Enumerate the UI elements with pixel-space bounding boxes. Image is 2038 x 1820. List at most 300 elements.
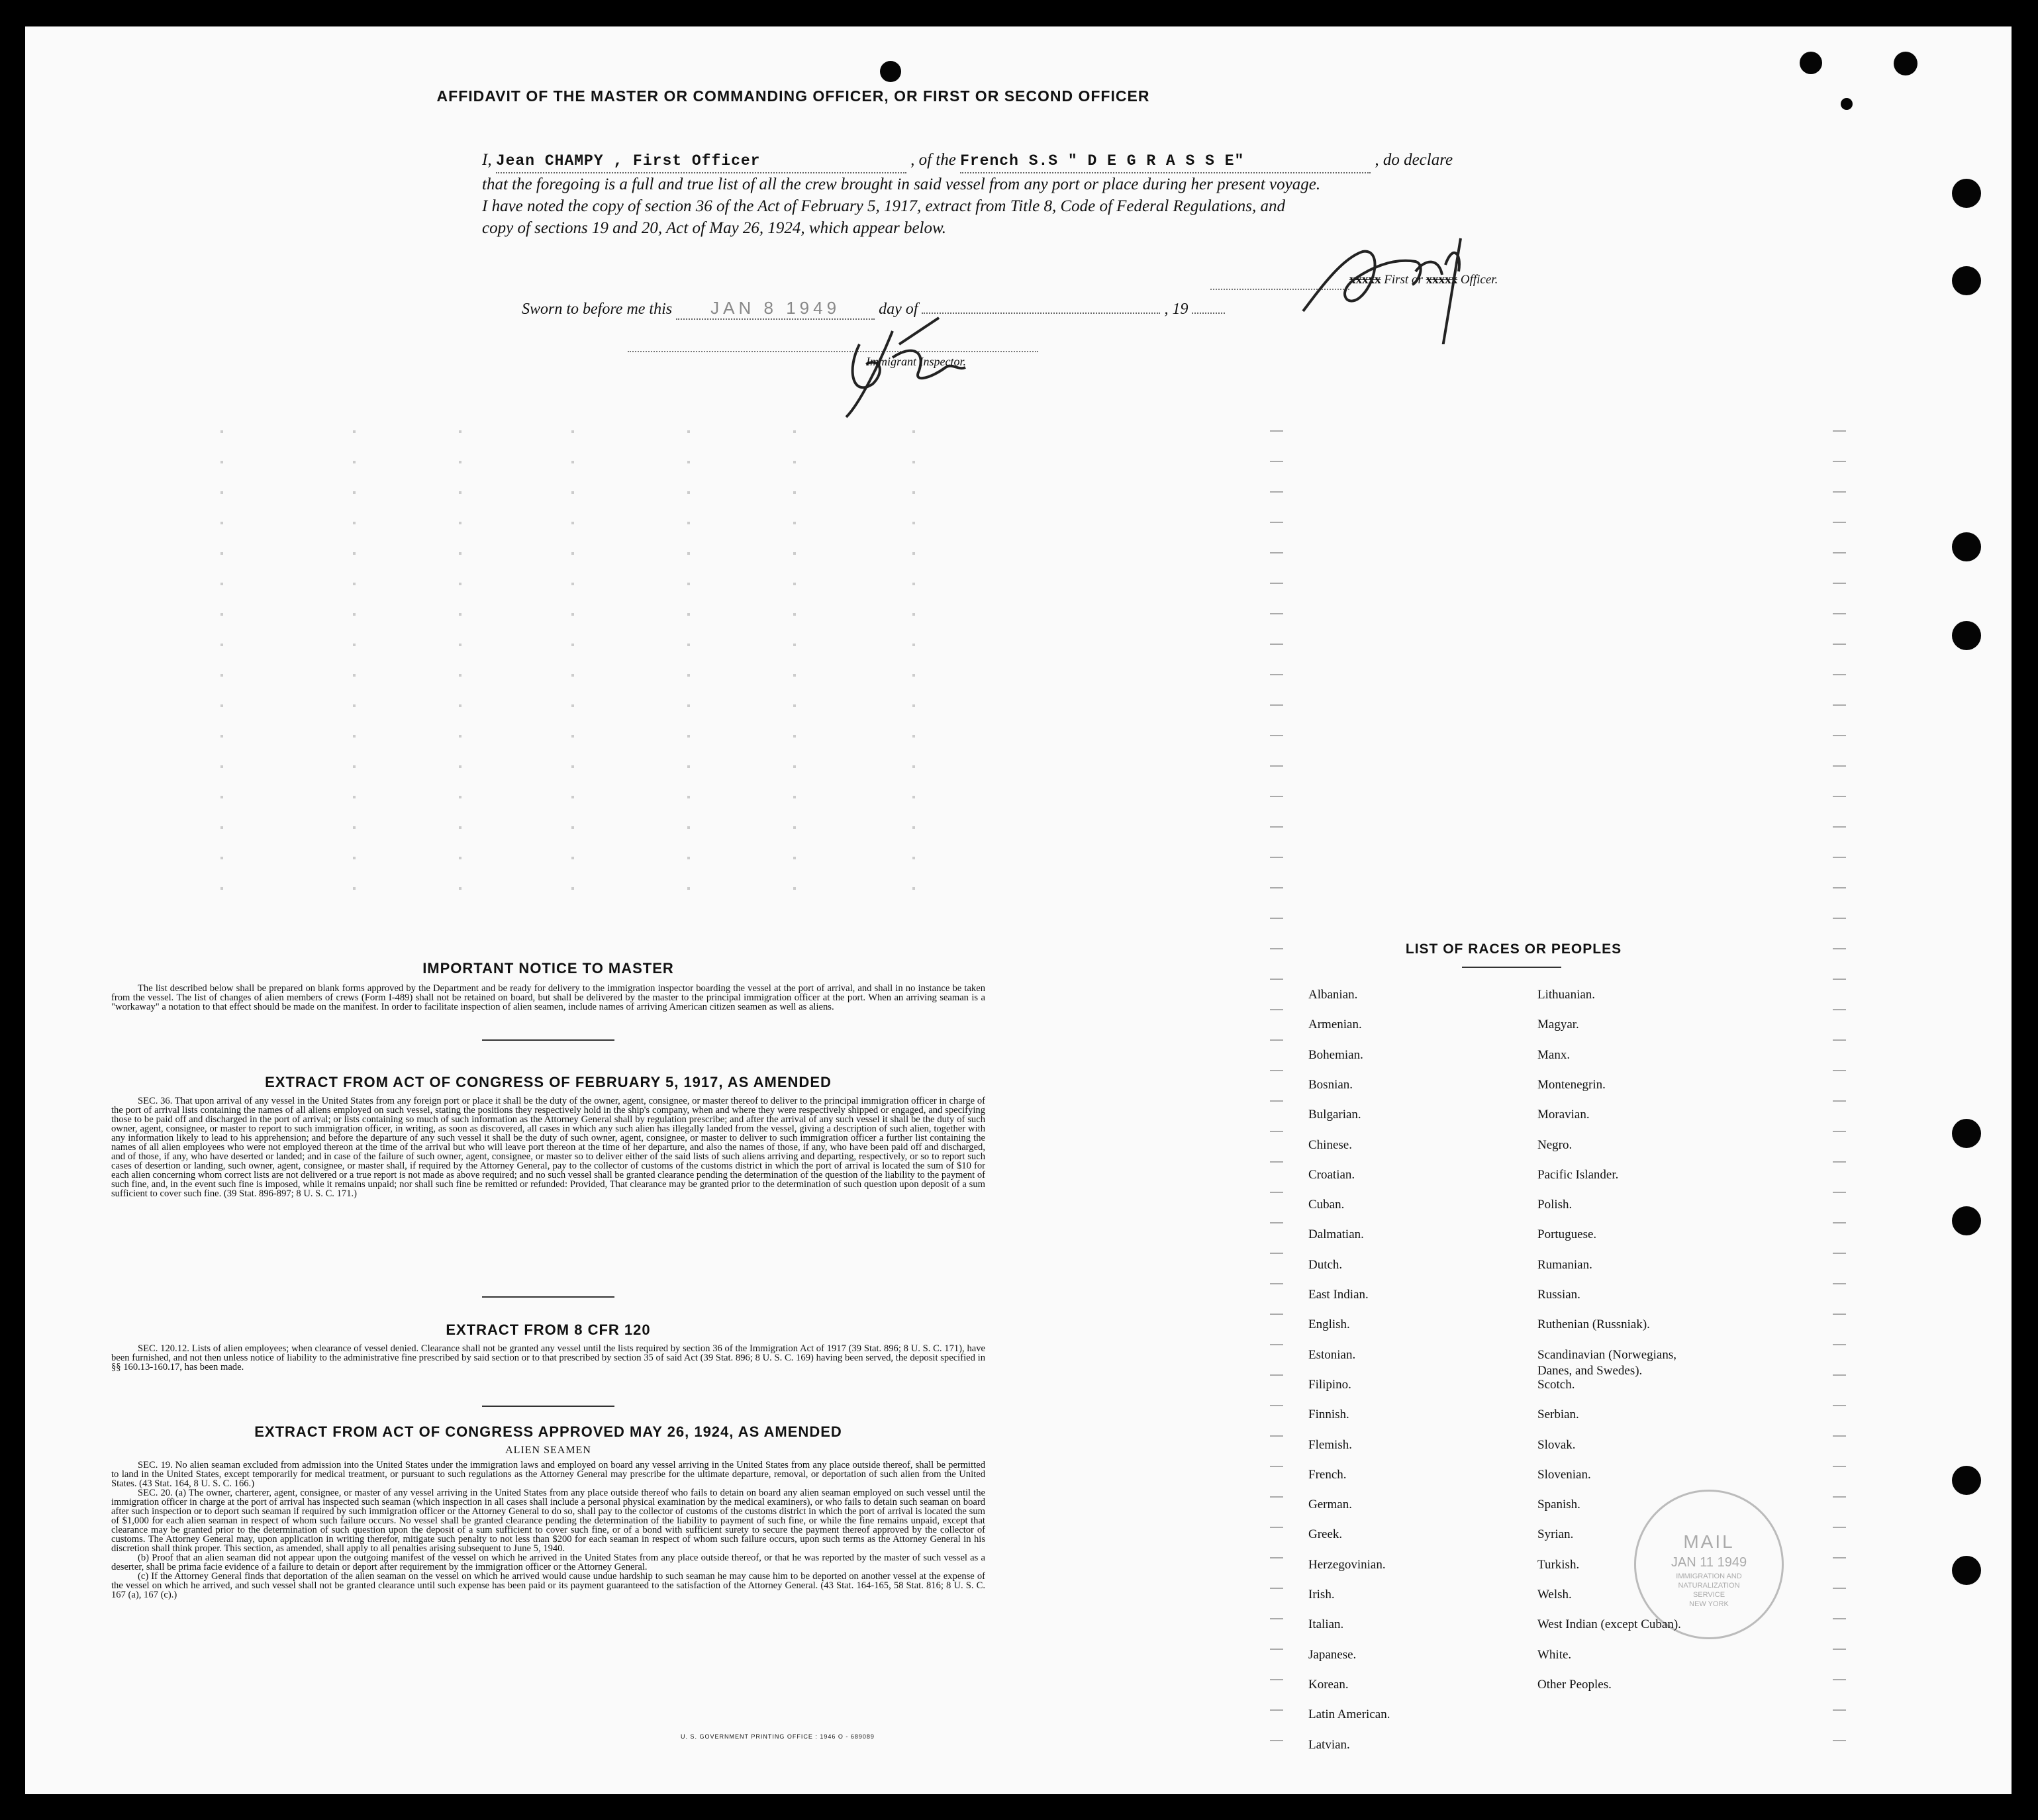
- column-dash: [1833, 704, 1846, 706]
- column-dash: [1833, 613, 1846, 614]
- column-tick: [793, 674, 796, 677]
- column-dash: [1270, 1679, 1283, 1680]
- column-tick: [793, 826, 796, 829]
- column-dash: [1833, 948, 1846, 949]
- column-dash: [1270, 1039, 1283, 1041]
- column-tick: [912, 704, 915, 707]
- column-dash: [1833, 1253, 1846, 1254]
- column-tick: [912, 644, 915, 646]
- column-dash: [1833, 1009, 1846, 1010]
- column-dash: [1833, 1283, 1846, 1284]
- column-dash: [1270, 918, 1283, 919]
- column-tick: [687, 735, 690, 738]
- race-item: French.: [1308, 1467, 1347, 1482]
- column-tick: [220, 522, 223, 524]
- column-tick: [353, 735, 356, 738]
- column-dash: [1270, 857, 1283, 858]
- race-item: English.: [1308, 1317, 1350, 1332]
- column-dash: [1833, 1588, 1846, 1589]
- column-tick: [793, 704, 796, 707]
- column-dash: [1833, 1192, 1846, 1193]
- column-tick: [912, 765, 915, 768]
- column-tick: [459, 826, 461, 829]
- column-tick: [793, 796, 796, 798]
- race-item: Estonian.: [1308, 1347, 1356, 1362]
- column-tick: [793, 857, 796, 859]
- race-item: Welsh.: [1537, 1588, 1572, 1602]
- column-tick: [220, 613, 223, 616]
- sec-20a-text: SEC. 20. (a) The owner, charterer, agent, consignee, or master of any vessel arriving in the United States from any place outside thereof who fails to detain on board any alien seaman employed on such vessel until the immigration officer in charge at the port of arrival has inspected such seaman (which inspection in all cases shall include a personal physical examination by the medical examiners), or who fails to detain such seaman on board after such inspection or to deport such seaman if required by such immigration officer or the Attorney General to do so, shall pay to the collector of customs of the customs district in which the port of arrival is located the sum of $1,000 for each alien seaman in respect of whom such failure occurs. No vessel shall be granted clearance pending the determination of the liability to payment of such fine, or while the fine remains unpaid, except that clearance may be granted prior to the determination of such question upon the deposit of a sum sufficient to cover such fine, or of a bond with sufficient surety to secure the payment thereof approved by the collector of customs. The Attorney General may, upon application in writing therefor, mitigate such penalty to not less than $200 for each seaman in respect of whom such failure occurs, upon such terms as the Attorney General in his discretion shall think proper. This section, as amended, shall apply to all penalties arising subsequent to June 5, 1940.: [111, 1488, 985, 1554]
- column-dash: [1833, 1100, 1846, 1102]
- punch-hole: [880, 61, 901, 82]
- column-dash: [1270, 1314, 1283, 1315]
- column-tick: [912, 887, 915, 890]
- column-dash: [1270, 613, 1283, 614]
- column-tick: [459, 583, 461, 585]
- column-dash: [1833, 583, 1846, 584]
- column-dash: [1833, 1557, 1846, 1558]
- column-dash: [1270, 735, 1283, 736]
- column-tick: [353, 826, 356, 829]
- divider: [482, 1039, 614, 1041]
- column-dash: [1270, 887, 1283, 888]
- race-item: Greek.: [1308, 1527, 1343, 1542]
- race-item: German.: [1308, 1498, 1352, 1512]
- column-dash: [1833, 1344, 1846, 1345]
- column-tick: [571, 613, 574, 616]
- column-tick: [571, 887, 574, 890]
- inspector-label: Immigrant Inspector.: [866, 355, 966, 368]
- punch-hole: [1841, 98, 1853, 110]
- column-tick: [571, 583, 574, 585]
- divider: [482, 1296, 614, 1298]
- officer-label: First or: [1384, 273, 1423, 287]
- column-dash: [1270, 1709, 1283, 1711]
- column-tick: [571, 796, 574, 798]
- column-tick: [571, 522, 574, 524]
- column-dash: [1833, 918, 1846, 919]
- punch-hole: [1952, 1556, 1981, 1585]
- column-tick: [687, 552, 690, 555]
- race-item: Chinese.: [1308, 1137, 1352, 1152]
- sec-20b-text: (b) Proof that an alien seaman did not appear upon the outgoing manifest of the vessel on which he arrived in the United States from any place outside thereof, or that he was reported by the master of such vessel as a deserter, shall be prima facie evidence of a failure to detain or deport after requirement by the immigration officer or the Attorney General.: [111, 1553, 985, 1572]
- column-dash: [1833, 1466, 1846, 1467]
- race-item: Bosnian.: [1308, 1077, 1353, 1092]
- race-item: Slovak.: [1537, 1437, 1576, 1452]
- race-item: Albanian.: [1308, 988, 1358, 1002]
- column-dash: [1270, 1618, 1283, 1619]
- column-dash: [1270, 1527, 1283, 1528]
- column-tick: [459, 857, 461, 859]
- race-item: Magyar.: [1537, 1018, 1579, 1032]
- column-tick: [220, 857, 223, 859]
- column-tick: [220, 674, 223, 677]
- column-tick: [793, 735, 796, 738]
- column-dash: [1270, 1070, 1283, 1071]
- column-tick: [353, 613, 356, 616]
- column-dash: [1270, 1496, 1283, 1498]
- race-item: Pacific Islander.: [1537, 1167, 1619, 1182]
- race-item: Polish.: [1537, 1198, 1573, 1212]
- column-dash: [1270, 979, 1283, 980]
- column-dash: [1270, 430, 1283, 432]
- column-dash: [1270, 1222, 1283, 1223]
- notice-title: IMPORTANT NOTICE TO MASTER: [422, 960, 674, 977]
- column-dash: [1270, 1374, 1283, 1376]
- column-dash: [1833, 1740, 1846, 1741]
- race-item: White.: [1537, 1647, 1572, 1662]
- punch-hole: [1952, 532, 1981, 561]
- column-tick: [687, 522, 690, 524]
- column-dash: [1270, 583, 1283, 584]
- race-item: Rumanian.: [1537, 1257, 1592, 1272]
- column-tick: [220, 491, 223, 494]
- extract-8cfr-body: SEC. 120.12. Lists of alien employees; when clearance of vessel denied. Clearance shall not be granted any vessel until the lists required by section 36 of the Immigration Act of 1917 (39 Stat. 896; 8 U. S. C. 171), have been furnished, and not then unless notice of liability to the administrative fine prescribed by said section or to that prescribed by section 35 of said Act (39 Stat. 896; 8 U. S. C. 169) having been served, the deposit specified in §§ 160.13-160.17, has been made.: [111, 1343, 985, 1372]
- punch-hole: [1800, 52, 1822, 74]
- punch-hole: [1952, 266, 1981, 295]
- column-tick: [353, 704, 356, 707]
- column-dash: [1270, 796, 1283, 797]
- column-dash: [1833, 491, 1846, 493]
- column-tick: [459, 735, 461, 738]
- column-tick: [687, 826, 690, 829]
- column-tick: [571, 552, 574, 555]
- column-dash: [1833, 735, 1846, 736]
- extract-8cfr-title: EXTRACT FROM 8 CFR 120: [446, 1321, 651, 1338]
- race-item: Serbian.: [1537, 1408, 1579, 1422]
- column-tick: [353, 430, 356, 433]
- day-of-label: day of: [879, 301, 918, 318]
- race-item: Korean.: [1308, 1677, 1349, 1692]
- column-tick: [687, 583, 690, 585]
- extract-1917-body: SEC. 36. That upon arrival of any vessel in the United States from any foreign port or place it shall be the duty of the owner, agent, consignee, or master thereof to deliver to the principal immigration officer in charge of the port of arrival lists containing the names of all aliens employed on such vessel, stating the positions they respectively hold in the ship's company, when and where they were respectively shipped or engaged, and specifying those to be paid off and discharged in the port of arrival; or lists containing so much of such information as the Attorney General shall by regulation prescribe; and after the arrival of any such vessel it shall be the duty of such owner, agent, consignee, or master to report to such immigration officer, in writing, as soon as discovered, all cases in which any such alien has illegally landed from the vessel, giving a description of such alien, together with any information likely to lead to his apprehension; and before the departure of any such vessel it shall be the duty of such owner, agent, consignee, or master to deliver to such immigration officer a further list containing the names of all alien employees who were not employed thereon at the time of the arrival but who will leave port thereon at the time of her departure, and also the names of those, if any, who have been paid off and discharged, and of those, if any, who have deserted or landed; and in case of the failure of such owner, agent, consignee, or master so to deliver either of the said lists of such aliens arriving and departing, respectively, or so to report such cases of desertion or landing, such owner, agent, consignee, or master shall, if required by the Attorney General, pay to the collector of customs of the customs district in which the port of arrival is located the sum of $10 for each alien concerning whom correct lists are not delivered or a true report is not made as above required; and no such vessel shall be granted clearance pending the determination of the question of the liability to the payment of such fine, and, in the event such fine is imposed, while it remains unpaid; nor shall such fine be remitted or refunded: Provided, That clearance may be granted prior to the determination of such question upon deposit of a sum sufficient to cover such fine. (39 Stat. 896-897; 8 U. S. C. 171.): [111, 1096, 985, 1199]
- column-tick: [353, 522, 356, 524]
- vessel-field: [960, 149, 1371, 173]
- race-item: Spanish.: [1537, 1498, 1580, 1512]
- column-tick: [220, 796, 223, 798]
- race-item: Moravian.: [1537, 1108, 1590, 1122]
- column-tick: [793, 644, 796, 646]
- column-tick: [912, 735, 915, 738]
- column-tick: [571, 857, 574, 859]
- year-prefix: , 19: [1164, 301, 1189, 318]
- notice-body: The list described below shall be prepared on blank forms approved by the Department and be ready for delivery to the immigration inspector boarding the vessel at the port of arrival, and shall in no instance be taken from the vessel. The list of changes of alien members of crews (Form I-489) shall not be retained on board, but shall be delivered by the master to the principal immigration officer at the port. When an arriving seaman is a "workaway" a notation to that effect should be made on the manifest. In order to facilitate inspection of alien seamen, include names of arriving American citizen seamen as well as aliens.: [111, 983, 985, 1012]
- column-dash: [1270, 704, 1283, 706]
- column-dash: [1833, 1222, 1846, 1223]
- column-tick: [687, 613, 690, 616]
- column-dash: [1833, 887, 1846, 888]
- column-dash: [1833, 857, 1846, 858]
- column-tick: [220, 765, 223, 768]
- sworn-date-stamp: JAN 8 1949: [710, 298, 841, 318]
- race-item: Finnish.: [1308, 1408, 1349, 1422]
- column-tick: [353, 552, 356, 555]
- column-dash: [1833, 644, 1846, 645]
- officer-name-field: [496, 149, 906, 173]
- extract-1924-subtitle: ALIEN SEAMEN: [505, 1445, 591, 1456]
- column-tick: [687, 491, 690, 494]
- race-item: Herzegovinian.: [1308, 1557, 1386, 1572]
- column-dash: [1833, 1314, 1846, 1315]
- column-tick: [220, 735, 223, 738]
- gpo-imprint: U. S. GOVERNMENT PRINTING OFFICE : 1946 O - 689089: [681, 1733, 875, 1740]
- punch-hole: [1952, 1119, 1981, 1148]
- column-tick: [459, 491, 461, 494]
- column-tick: [459, 430, 461, 433]
- race-item: Ruthenian (Russniak).: [1537, 1317, 1650, 1332]
- column-tick: [687, 796, 690, 798]
- column-tick: [912, 430, 915, 433]
- column-tick: [220, 826, 223, 829]
- column-dash: [1270, 491, 1283, 493]
- column-tick: [459, 522, 461, 524]
- race-item: Negro.: [1537, 1137, 1573, 1152]
- column-dash: [1833, 765, 1846, 767]
- column-dash: [1270, 1009, 1283, 1010]
- punch-hole: [1894, 52, 1917, 75]
- column-tick: [353, 796, 356, 798]
- column-dash: [1833, 430, 1846, 432]
- race-item: Irish.: [1308, 1588, 1335, 1602]
- column-dash: [1833, 1649, 1846, 1650]
- column-dash: [1270, 765, 1283, 767]
- race-item: East Indian.: [1308, 1288, 1369, 1302]
- column-dash: [1270, 1435, 1283, 1437]
- race-item: Bohemian.: [1308, 1047, 1363, 1062]
- race-item: Turkish.: [1537, 1557, 1580, 1572]
- column-dash: [1270, 826, 1283, 828]
- column-tick: [793, 887, 796, 890]
- column-tick: [687, 674, 690, 677]
- column-tick: [687, 857, 690, 859]
- column-dash: [1270, 1466, 1283, 1467]
- column-tick: [571, 826, 574, 829]
- race-item: Portuguese.: [1537, 1227, 1597, 1242]
- column-tick: [459, 644, 461, 646]
- column-tick: [793, 583, 796, 585]
- column-tick: [793, 765, 796, 768]
- column-tick: [459, 613, 461, 616]
- stamp-date: JAN 11 1949: [1671, 1555, 1747, 1570]
- column-tick: [571, 430, 574, 433]
- punch-hole: [1952, 179, 1981, 208]
- column-tick: [353, 491, 356, 494]
- column-tick: [571, 674, 574, 677]
- column-tick: [912, 674, 915, 677]
- column-tick: [687, 461, 690, 463]
- column-dash: [1270, 1344, 1283, 1345]
- declaration-line-4: copy of sections 19 and 20, Act of May 26, 1924, which appear below.: [482, 219, 947, 237]
- column-tick: [912, 461, 915, 463]
- column-dash: [1270, 948, 1283, 949]
- column-tick: [220, 704, 223, 707]
- column-tick: [912, 796, 915, 798]
- column-dash: [1833, 796, 1846, 797]
- officer-signature: [1283, 212, 1522, 344]
- column-dash: [1270, 1161, 1283, 1163]
- race-item: Dalmatian.: [1308, 1227, 1364, 1242]
- struck-word: xxxxx: [1349, 273, 1381, 287]
- affidavit-title: AFFIDAVIT OF THE MASTER OR COMMANDING OFFICER, OR FIRST OR SECOND OFFICER: [436, 87, 1150, 105]
- sec-20c-text: (c) If the Attorney General finds that deportation of the alien seaman on the vessel on which he arrived would cause undue hardship to such seaman he may cause him to be deported on another vessel at the expense of the vessel on which he arrived, and such vessel shall not be granted clearance until such expense has been paid or its payment guaranteed to the satisfaction of the Attorney General. (43 Stat. 164-165, 58 Stat. 816; 8 U. S. C. 167 (a), 167 (c).): [111, 1571, 985, 1600]
- race-item: Dutch.: [1308, 1257, 1343, 1272]
- column-tick: [912, 491, 915, 494]
- column-dash: [1270, 644, 1283, 645]
- race-item: Italian.: [1308, 1617, 1344, 1632]
- race-item: Manx.: [1537, 1047, 1571, 1062]
- race-item: Bulgarian.: [1308, 1108, 1361, 1122]
- column-tick: [912, 857, 915, 859]
- extract-1924-title: EXTRACT FROM ACT OF CONGRESS APPROVED MAY 26, 1924, AS AMENDED: [254, 1423, 842, 1440]
- column-tick: [353, 461, 356, 463]
- struck-word: xxxxx: [1426, 273, 1458, 287]
- column-dash: [1270, 1253, 1283, 1254]
- column-tick: [571, 765, 574, 768]
- column-tick: [687, 644, 690, 646]
- year-field: [1192, 312, 1225, 314]
- column-dash: [1270, 1588, 1283, 1589]
- column-dash: [1270, 461, 1283, 462]
- race-item: Croatian.: [1308, 1167, 1355, 1182]
- column-tick: [687, 887, 690, 890]
- column-tick: [793, 552, 796, 555]
- column-tick: [459, 552, 461, 555]
- stamp-line-1: IMMIGRATION AND: [1676, 1572, 1742, 1580]
- column-tick: [459, 887, 461, 890]
- race-item: Syrian.: [1537, 1527, 1574, 1542]
- stamp-line-3: SERVICE: [1692, 1591, 1725, 1599]
- sec-19-text: SEC. 19. No alien seaman excluded from admission into the United States under the immigration laws and employed on board any vessel arriving in the United States from any place outside thereof, shall be permitted to land in the United States, except temporarily for medical treatment, or pursuant to such regulations as the Attorney General may prescribe for the ultimate departure, removal, or deportation of such alien from the United States. (43 Stat. 164, 8 U. S. C. 166.): [111, 1460, 985, 1489]
- punch-hole: [1952, 621, 1981, 650]
- mail-stamp: [1634, 1490, 1784, 1639]
- column-tick: [912, 613, 915, 616]
- column-tick: [912, 522, 915, 524]
- column-dash: [1833, 674, 1846, 675]
- stamp-line-4: NEW YORK: [1689, 1600, 1729, 1608]
- column-tick: [220, 583, 223, 585]
- column-tick: [353, 765, 356, 768]
- column-dash: [1833, 1435, 1846, 1437]
- column-tick: [571, 735, 574, 738]
- race-item: Other Peoples.: [1537, 1677, 1612, 1692]
- column-tick: [793, 461, 796, 463]
- column-tick: [353, 887, 356, 890]
- races-title: LIST OF RACES OR PEOPLES: [1405, 941, 1622, 957]
- divider: [482, 1406, 614, 1407]
- column-tick: [571, 461, 574, 463]
- column-tick: [793, 613, 796, 616]
- race-item: Filipino.: [1308, 1377, 1351, 1392]
- column-dash: [1833, 826, 1846, 828]
- column-dash: [1270, 522, 1283, 523]
- column-tick: [459, 765, 461, 768]
- race-item: Armenian.: [1308, 1018, 1362, 1032]
- column-dash: [1270, 1740, 1283, 1741]
- column-dash: [1833, 1618, 1846, 1619]
- race-item: Scotch.: [1537, 1377, 1575, 1392]
- column-tick: [459, 461, 461, 463]
- extract-1917-title: EXTRACT FROM ACT OF CONGRESS OF FEBRUARY 5, 1917, AS AMENDED: [265, 1074, 832, 1090]
- column-dash: [1833, 461, 1846, 462]
- column-dash: [1833, 979, 1846, 980]
- column-tick: [687, 704, 690, 707]
- column-tick: [353, 644, 356, 646]
- race-item: West Indian (except Cuban).: [1537, 1617, 1681, 1632]
- race-item: Slovenian.: [1537, 1467, 1591, 1482]
- race-item: Flemish.: [1308, 1437, 1352, 1452]
- column-dash: [1270, 1405, 1283, 1406]
- column-dash: [1833, 1709, 1846, 1711]
- stamp-mail: MAIL: [1683, 1531, 1735, 1552]
- column-tick: [353, 674, 356, 677]
- column-tick: [220, 644, 223, 646]
- do-declare-label: , do declare: [1375, 151, 1453, 169]
- column-dash: [1833, 1131, 1846, 1132]
- punch-hole: [1952, 1206, 1981, 1235]
- column-dash: [1270, 1283, 1283, 1284]
- column-tick: [220, 887, 223, 890]
- column-dash: [1833, 552, 1846, 553]
- officer-suffix: Officer.: [1460, 273, 1498, 287]
- race-item: Russian.: [1537, 1288, 1580, 1302]
- declaration-line-1: [482, 149, 1608, 173]
- column-dash: [1270, 552, 1283, 553]
- column-tick: [353, 857, 356, 859]
- column-dash: [1270, 1131, 1283, 1132]
- column-tick: [571, 644, 574, 646]
- column-tick: [220, 552, 223, 555]
- race-item: Japanese.: [1308, 1647, 1357, 1662]
- form-page: [25, 26, 2012, 1794]
- column-tick: [793, 522, 796, 524]
- extract-1924-body: [111, 1461, 985, 1600]
- declaration-line-2: that the foregoing is a full and true list of all the crew brought in said vessel from any port or place during her present voyage.: [482, 175, 1321, 193]
- column-tick: [459, 704, 461, 707]
- column-tick: [687, 430, 690, 433]
- column-tick: [459, 796, 461, 798]
- race-item: Latin American.: [1308, 1707, 1390, 1722]
- race-item: Montenegrin.: [1537, 1077, 1606, 1092]
- column-dash: [1270, 1100, 1283, 1102]
- column-tick: [793, 491, 796, 494]
- column-dash: [1833, 1374, 1846, 1376]
- column-tick: [220, 430, 223, 433]
- column-dash: [1833, 1070, 1846, 1071]
- divider: [1462, 967, 1561, 968]
- of-the-label: , of the: [910, 151, 956, 169]
- column-tick: [793, 430, 796, 433]
- race-item: Scandinavian (Norwegians,: [1537, 1347, 1676, 1362]
- punch-hole: [1952, 1466, 1981, 1495]
- race-item: Danes, and Swedes).: [1537, 1363, 1643, 1378]
- column-dash: [1833, 1679, 1846, 1680]
- sworn-prefix: Sworn to before me this: [522, 301, 673, 318]
- column-dash: [1270, 1192, 1283, 1193]
- column-tick: [571, 491, 574, 494]
- column-dash: [1833, 1405, 1846, 1406]
- column-dash: [1833, 1527, 1846, 1528]
- column-tick: [353, 583, 356, 585]
- column-tick: [459, 674, 461, 677]
- column-dash: [1833, 1039, 1846, 1041]
- race-item: Lithuanian.: [1537, 988, 1596, 1002]
- column-tick: [220, 461, 223, 463]
- column-dash: [1270, 1557, 1283, 1558]
- column-dash: [1833, 1161, 1846, 1163]
- vessel-value: French S.S " D E G R A S S E": [960, 152, 1245, 169]
- officer-name-value: Jean CHAMPY , First Officer: [495, 152, 761, 169]
- i-label: I,: [482, 151, 492, 169]
